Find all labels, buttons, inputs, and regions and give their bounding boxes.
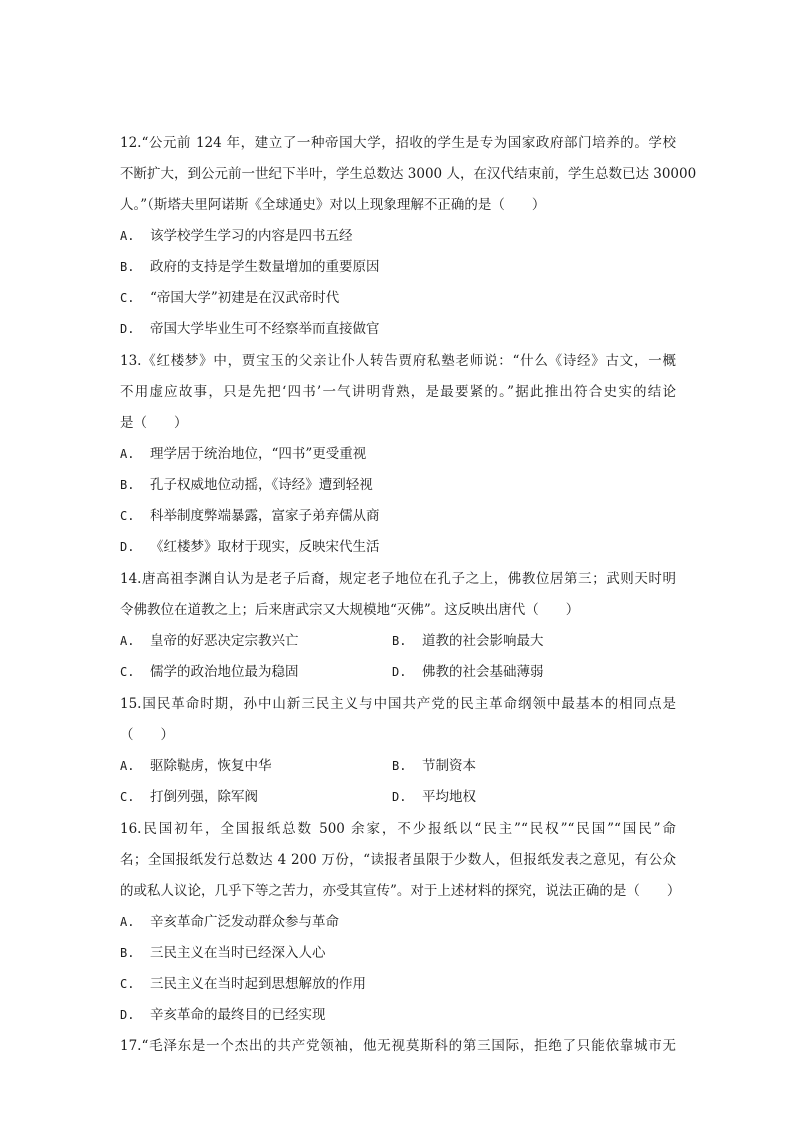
q12-stem-line-3: 人。”（斯塔夫里阿诺斯《全球通史》对以上现象理解不正确的是（ ）: [120, 197, 546, 213]
option-text: 政府的支持是学生数量增加的重要原因: [150, 259, 380, 275]
option-text: 儒学的政治地位最为稳固: [150, 664, 299, 680]
q16-stem-line-3: 的或私人议论，几乎下等之苦力，亦受其宣传”。对于上述材料的探究，说法正确的是（ ）: [120, 883, 681, 899]
option-text: 打倒列强，除军阀: [150, 789, 258, 805]
q16-stem-line-2: 名；全国报纸发行总数达 4 200 万份，“读报者虽限于少数人，但报纸发表之意见，有公众: [120, 852, 676, 868]
q16-option-c: [120, 974, 366, 994]
option-label: D.: [120, 1008, 135, 1022]
option-label: B.: [392, 759, 407, 773]
option-label: B.: [120, 260, 135, 274]
q14-option-d: [392, 662, 544, 682]
option-label: B.: [120, 478, 135, 492]
option-text: 科举制度弊端暴露，富家子弟弃儒从商: [150, 508, 380, 524]
option-label: C.: [120, 665, 135, 679]
q12-option-d: [120, 319, 380, 339]
q16-stem-line-1: 16.民国初年，全国报纸总数 500 余家，不少报纸以“民主”“民权”“民国”“国民”命: [120, 821, 676, 837]
option-label: C.: [120, 977, 135, 991]
option-label: A.: [120, 915, 135, 929]
option-text: 节制资本: [422, 758, 476, 774]
q13-option-b: [120, 475, 373, 495]
q15-option-c: [120, 787, 258, 807]
q14-option-c: [120, 662, 299, 682]
option-label: A.: [120, 229, 135, 243]
q17-stem-line-1: 17.“毛泽东是一个杰出的共产党领袖，他无视莫斯科的第三国际，拒绝了只能依靠城市无: [120, 1038, 676, 1054]
q14-stem-line-2: 令佛教位在道教之上；后来唐武宗又大规模地“灭佛”。这反映出唐代（ ）: [120, 602, 580, 618]
option-text: 辛亥革命的最终目的已经实现: [150, 1007, 326, 1023]
option-text: 《红楼梦》取材于现实，反映宋代生活: [150, 539, 380, 555]
q13-option-d: [120, 537, 380, 557]
option-label: D.: [120, 540, 135, 554]
q12-option-b: [120, 257, 380, 277]
option-text: 皇帝的好恶决定宗教兴亡: [150, 633, 299, 649]
q16-option-b: [120, 943, 326, 963]
q12-option-c: [120, 288, 339, 308]
q15-option-b: [392, 756, 476, 776]
option-text: 孔子权威地位动摇，《诗经》遭到轻视: [150, 477, 373, 493]
q15-stem-line-2: （ ）: [120, 727, 174, 743]
option-label: A.: [120, 447, 135, 461]
option-label: D.: [392, 790, 407, 804]
q13-stem-line-1: 13.《红楼梦》中，贾宝玉的父亲让仆人转告贾府私塾老师说：“什么《诗经》古文，一概: [120, 353, 676, 369]
q13-option-c: [120, 506, 380, 526]
q13-stem-line-2: 不用虚应故事，只是先把‘四书’一气讲明背熟，是最要紧的。”据此推出符合史实的结论: [120, 384, 676, 400]
q13-stem-line-3: 是（ ）: [120, 415, 188, 431]
option-text: 三民主义在当时已经深入人心: [150, 945, 326, 961]
q14-option-b: [392, 631, 544, 651]
option-label: A.: [120, 759, 135, 773]
q15-option-a: [120, 756, 272, 776]
option-text: 佛教的社会基础薄弱: [422, 664, 544, 680]
option-label: C.: [120, 509, 135, 523]
option-text: 驱除鞑虏，恢复中华: [150, 758, 272, 774]
q16-option-d: [120, 1005, 326, 1025]
option-label: C.: [120, 790, 135, 804]
q12-stem-line-1: 12.“公元前 124 年，建立了一种帝国大学，招收的学生是专为国家政府部门培养的。学校: [120, 135, 676, 151]
q14-stem-line-1: 14.唐高祖李渊自认为是老子后裔，规定老子地位在孔子之上，佛教位居第三；武则天时明: [120, 571, 676, 587]
option-label: D.: [392, 665, 407, 679]
q13-option-a: [120, 444, 366, 464]
q14-option-a: [120, 631, 299, 651]
option-text: 平均地权: [422, 789, 476, 805]
q15-stem-line-1: 15.国民革命时期，孙中山新三民主义与中国共产党的民主革命纲领中最基本的相同点是: [120, 696, 676, 712]
option-label: B.: [392, 634, 407, 648]
q12-option-a: [120, 226, 353, 246]
option-text: 道教的社会影响最大: [422, 633, 544, 649]
option-text: 理学居于统治地位，“四书”更受重视: [150, 446, 367, 462]
q15-option-d: [392, 787, 476, 807]
option-text: 辛亥革命广泛发动群众参与革命: [150, 914, 339, 930]
option-text: “帝国大学”初建是在汉武帝时代: [150, 290, 340, 306]
option-text: 帝国大学毕业生可不经察举而直接做官: [150, 321, 380, 337]
option-text: 三民主义在当时起到思想解放的作用: [150, 976, 366, 992]
q12-stem-line-2: 不断扩大，到公元前一世纪下半叶，学生总数达 3000 人，在汉代结束前，学生总数已达 30000: [120, 166, 697, 182]
option-label: D.: [120, 322, 135, 336]
option-label: C.: [120, 291, 135, 305]
option-label: A.: [120, 634, 135, 648]
option-text: 该学校学生学习的内容是四书五经: [150, 228, 353, 244]
option-label: B.: [120, 946, 135, 960]
q16-option-a: [120, 912, 339, 932]
